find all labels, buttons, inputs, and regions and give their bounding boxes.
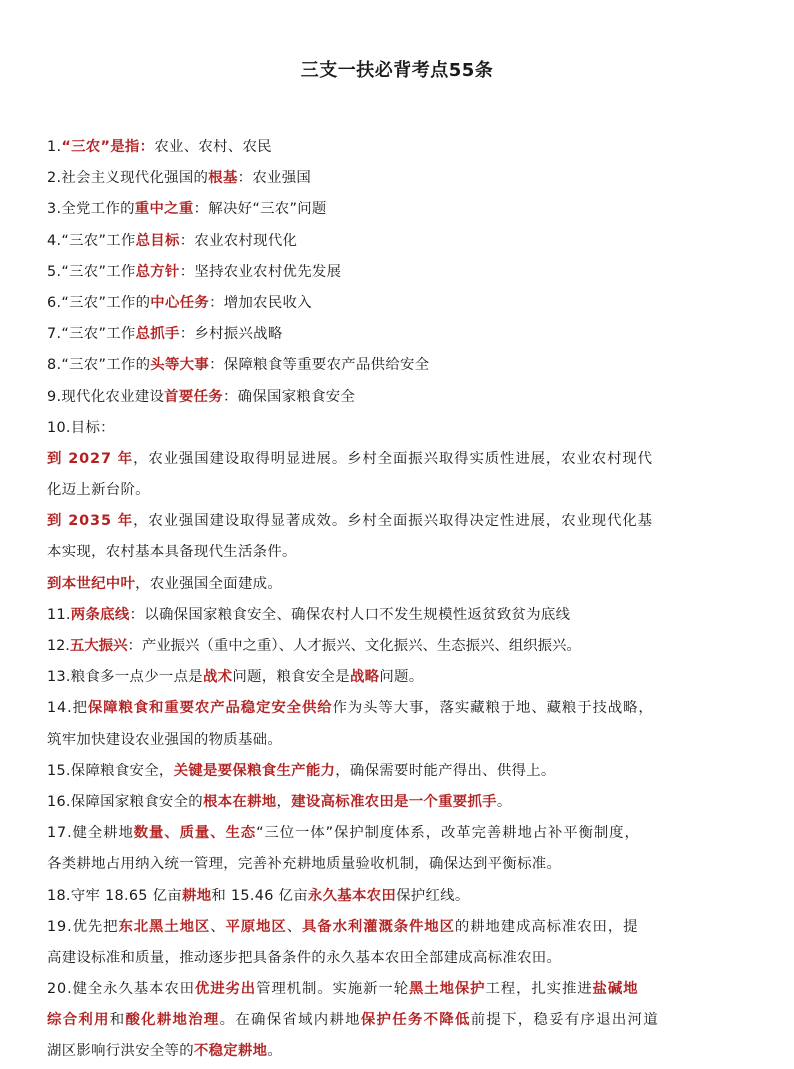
text-line: [47, 194, 753, 225]
text-line: [47, 912, 753, 943]
body-text: 问题，粮食安全是: [232, 669, 350, 686]
text-line: [47, 943, 753, 974]
body-text: 18.守牢 18.65 亿亩: [47, 887, 182, 904]
body-text: ：确保国家粮食安全: [222, 388, 356, 405]
body-text: 4.“三农”工作: [47, 232, 136, 249]
text-line: [47, 226, 753, 257]
highlight-text: 优进劣出: [194, 981, 257, 998]
body-text: ，农业强国建设取得显著成效。乡村全面振兴取得决定性进展，农业现代化基: [133, 513, 653, 530]
text-line: [47, 506, 753, 537]
body-text: 的耕地建成高标准农田，提: [454, 918, 639, 935]
text-line: [47, 881, 753, 912]
highlight-text: 保护任务不降低: [360, 1012, 471, 1029]
text-line: [47, 475, 753, 506]
text-line: [47, 693, 753, 724]
highlight-text: 建设高标准农田是一个重要抓手: [291, 793, 497, 810]
body-text: ：解决好“三农”问题: [193, 201, 327, 218]
body-text: 和 15.46 亿亩: [211, 887, 308, 904]
highlight-text: 战略: [349, 669, 380, 686]
text-line: [47, 537, 753, 568]
body-text: 农业、农村、农民: [154, 139, 272, 155]
body-text: 3.全党工作的: [47, 201, 135, 218]
text-line: [47, 756, 753, 787]
body-text: 。: [496, 793, 512, 810]
body-text: ，农业强国全面建成。: [135, 575, 283, 592]
text-line: [47, 1005, 753, 1036]
highlight-text: 总方针: [135, 263, 180, 280]
body-text: 7.“三农”工作: [47, 326, 136, 343]
body-text: 高建设标准和质量，推动逐步把具备条件的永久基本农田全部建成高标准农田。: [47, 949, 562, 966]
highlight-text: 五大振兴: [69, 638, 128, 654]
body-text: 2.社会主义现代化强国的: [47, 170, 209, 187]
highlight-text: 到 2035 年: [47, 513, 134, 530]
body-text: 作为头等大事，落实藏粮于地、藏粮于技战略，: [332, 700, 654, 717]
body-text: 。在确保省域内耕地: [219, 1012, 361, 1029]
highlight-text: 平原地区: [225, 918, 287, 935]
highlight-text: 重中之重: [134, 201, 194, 218]
highlight-text: 到 2027 年: [47, 450, 134, 467]
body-text: ：农业农村现代化: [179, 232, 298, 249]
body-text: 湖区影响行洪安全等的: [47, 1043, 194, 1060]
body-text: 、: [210, 918, 226, 935]
text-line: [47, 569, 753, 600]
body-text: 工程，扎实推进: [485, 981, 593, 998]
text-line: [47, 787, 753, 818]
text-line: [47, 818, 753, 849]
text-line: [47, 1036, 753, 1067]
highlight-text: 战术: [203, 669, 233, 686]
highlight-text: 关键是要保粮食生产能力: [173, 762, 336, 779]
body-text: 5.“三农”工作: [47, 263, 136, 280]
body-text: 20.健全永久基本农田: [47, 981, 195, 998]
body-text: ：产业振兴（重中之重）、人才振兴、文化振兴、生态振兴、组织振兴。: [127, 638, 581, 654]
text-line: [47, 444, 753, 475]
document-body: [47, 132, 753, 1068]
body-text: 14.把: [47, 700, 88, 717]
body-text: ：农业强国: [237, 170, 312, 187]
body-text: 、: [286, 918, 302, 935]
highlight-text: 盐碱地: [592, 981, 639, 998]
body-text: 问题。: [379, 669, 424, 686]
body-text: ：乡村振兴战略: [179, 326, 283, 343]
text-line: [47, 849, 753, 880]
body-text: 和: [109, 1012, 126, 1029]
body-text: 11.: [47, 606, 71, 623]
highlight-text: 头等大事: [150, 357, 210, 374]
highlight-text: 东北黑土地区: [118, 918, 211, 935]
highlight-text: 到本世纪中叶: [47, 575, 136, 592]
highlight-text: 首要任务: [164, 388, 223, 405]
body-text: 本实现，农村基本具备现代生活条件。: [47, 544, 297, 561]
body-text: 17.健全耕地: [47, 825, 134, 842]
text-line: [47, 662, 753, 693]
body-text: ：以确保国家粮食安全、确保农村人口不发生规模性返贫致贫为底线: [129, 606, 571, 623]
highlight-text: 保障粮食和重要农产品稳定安全供给: [87, 700, 333, 717]
body-text: “三位一体”保护制度体系，改革完善耕地占补平衡制度，: [256, 825, 640, 842]
highlight-text: 数量、质量、生态: [133, 825, 257, 842]
body-text: 管理机制。实施新一轮: [256, 981, 410, 998]
body-text: 各类耕地占用纳入统一管理，完善补充耕地质量验收机制，确保达到平衡标准。: [47, 856, 562, 873]
text-line: [47, 382, 753, 413]
highlight-text: 具备水利灌溉条件地区: [301, 918, 455, 935]
body-text: ：坚持农业农村优先发展: [179, 263, 342, 280]
body-text: ，农业强国建设取得明显进展。乡村全面振兴取得实质性进展，农业农村现代: [133, 450, 653, 467]
body-text: 前提下，稳妥有序退出河道: [470, 1012, 659, 1029]
body-text: 。: [267, 1043, 283, 1060]
body-text: 8.“三农”工作的: [47, 357, 151, 374]
body-text: ，: [276, 793, 292, 810]
highlight-text: 两条底线: [70, 606, 130, 623]
body-text: 13.粮食多一点少一点是: [47, 669, 204, 686]
text-line: [47, 132, 753, 163]
highlight-text: 耕地: [182, 887, 212, 904]
body-text: 16.保障国家粮食安全的: [47, 793, 204, 810]
body-text: 9.现代化农业建设: [47, 388, 165, 405]
body-text: 筑牢加快建设农业强国的物质基础。: [47, 731, 283, 748]
body-text: 6.“三农”工作的: [47, 294, 151, 311]
text-line: [47, 257, 753, 288]
highlight-text: 总目标: [135, 232, 180, 249]
body-text: ：增加农民收入: [209, 294, 312, 311]
body-text: 19.优先把: [47, 918, 119, 935]
page-title: 三支一扶必背考点55条: [300, 60, 494, 81]
text-line: [47, 974, 753, 1005]
text-line: [47, 163, 753, 194]
text-line: [47, 288, 753, 319]
body-text: 1.: [47, 139, 62, 155]
highlight-text: 综合利用: [47, 1012, 110, 1029]
body-text: 保护红线。: [396, 887, 470, 904]
body-text: ，确保需要时能产得出、供得上。: [335, 762, 556, 779]
body-text: 化迈上新台阶。: [47, 482, 150, 499]
highlight-text: “三农”是指：: [61, 139, 155, 155]
highlight-text: 不稳定耕地: [193, 1043, 268, 1060]
text-line: [47, 600, 753, 631]
text-line: [47, 413, 753, 444]
highlight-text: 永久基本农田: [307, 887, 397, 904]
highlight-text: 黑土地保护: [409, 981, 486, 998]
text-line: [47, 350, 753, 381]
highlight-text: 总抓手: [135, 326, 180, 343]
text-line: [47, 725, 753, 756]
highlight-text: 根基: [208, 170, 238, 187]
body-text: ：保障粮食等重要农产品供给安全: [209, 357, 430, 374]
body-text: 15.保障粮食安全，: [47, 762, 174, 779]
highlight-text: 酸化耕地治理: [125, 1012, 220, 1029]
text-line: [47, 631, 753, 662]
text-line: [47, 319, 753, 350]
highlight-text: 中心任务: [150, 294, 210, 311]
highlight-text: 根本在耕地: [203, 793, 277, 810]
body-text: 12.: [47, 638, 70, 654]
body-text: 10.目标：: [47, 419, 115, 436]
